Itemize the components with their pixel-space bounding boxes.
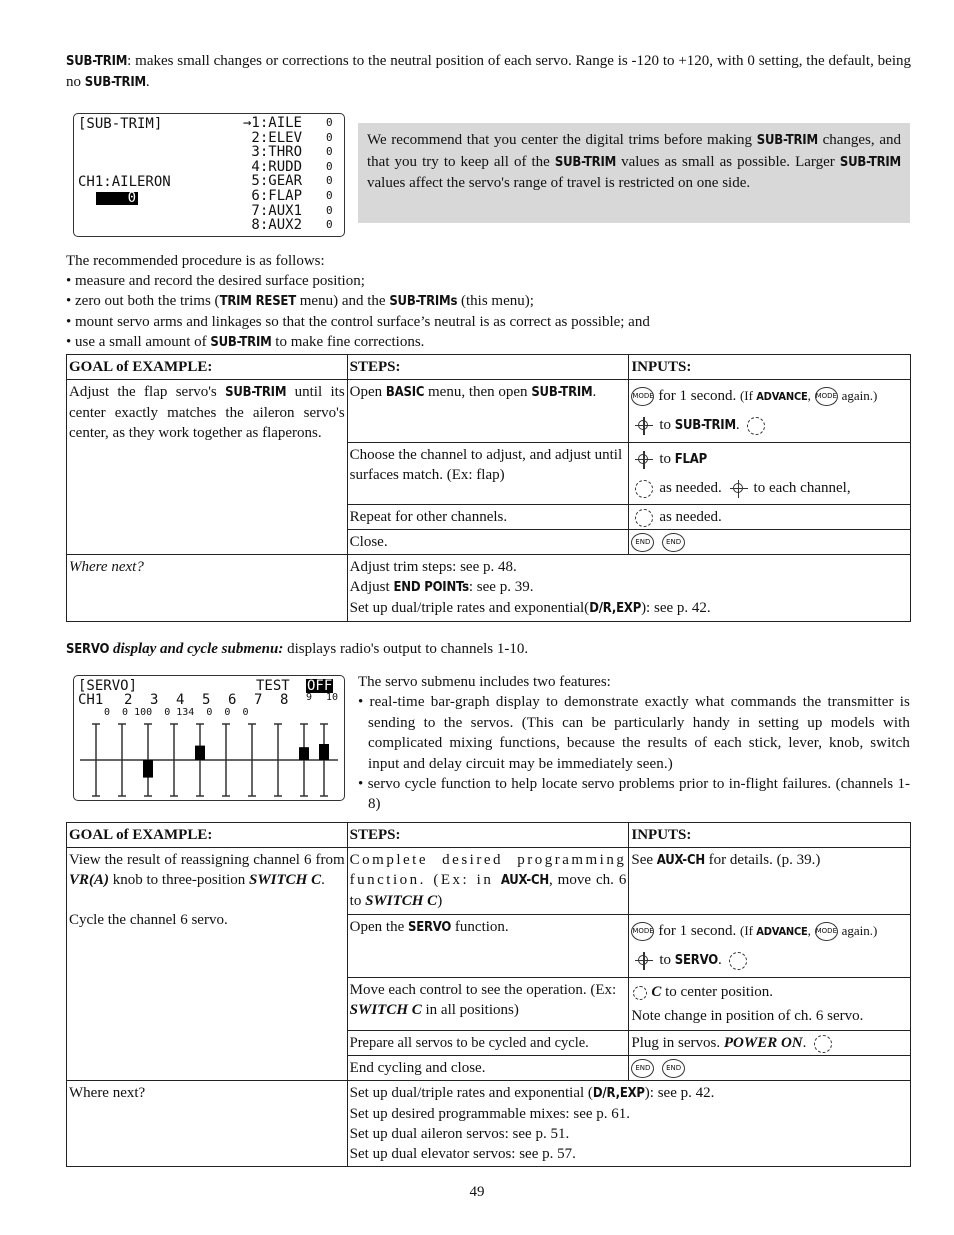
lcd-channel-value: 0 xyxy=(326,159,333,173)
servo-feature: • servo cycle function to help locate servo problems prior to in-flight failures. (channels 1-8) xyxy=(358,776,910,813)
step-open: Open BASIC menu, then open SUB-TRIM. xyxy=(347,380,629,443)
lcd-selected-channel: CH1:AILERON xyxy=(78,174,171,190)
servo-feature-list: The servo submenu includes two features: • real-time bar-graph display to demonstrate exactly what commands the transmitter is sending to the servos. (This can be particularly handy in setting up models with complicated mixing functions, because the results of each stick, lever, knob, switch input and delay circuit may be immediately seen.) • servo cycle function to help locate servo problems prior to in-flight failures. (channels 1-8) xyxy=(358,672,910,815)
dial-icon xyxy=(747,417,765,435)
subtrim-example-table xyxy=(66,354,911,622)
goal-cell: View the result of reassigning channel 6 from VR(A) knob to three-position SWITCH C. Cycle the channel 6 servo. xyxy=(67,848,348,1081)
mode-button-icon: MODE xyxy=(631,387,654,406)
servo-bar xyxy=(299,747,309,760)
step-prepare-cycle: Prepare all servos to be cycled and cycle. xyxy=(347,1031,629,1056)
cursor-pad-icon xyxy=(635,952,653,970)
lcd-channel-number: 3 xyxy=(150,692,159,708)
input-end-cycle xyxy=(629,1056,911,1081)
servo-lcd-screen xyxy=(73,675,345,801)
lcd-value-list xyxy=(326,116,333,233)
goal-cell: Adjust the flap servo's SUB-TRIM until its center exactly matches the aileron servo's center, as they work together as flaperons. xyxy=(67,380,348,555)
lcd-channel-number: 7 xyxy=(254,692,263,708)
servo-intro: SERVO display and cycle submenu: displays radio's output to channels 1-10. xyxy=(66,641,529,657)
lcd-channel-value: 0 xyxy=(326,218,333,232)
lcd-off-value: OFF xyxy=(307,678,333,694)
where-next-links: Set up dual/triple rates and exponential (D/R,EXP): see p. 42. Set up desired programmable mixes: see p. 61. Set up dual aileron servos: see p. 51. Set up dual elevator servos: see p. 57. xyxy=(347,1081,910,1167)
lcd-channel-value: 0 xyxy=(326,116,333,129)
procedure-step: • mount servo arms and linkages so that the control surface’s neutral is as correct as possible; and xyxy=(66,314,650,330)
lcd-channel-item: →1:AILE xyxy=(242,115,302,131)
step-move-control: Move each control to see the operation. (Ex: SWITCH C in all positions) xyxy=(347,978,629,1031)
procedure-step: • use a small amount of SUB-TRIM to make fine corrections. xyxy=(66,334,425,350)
servo-feature: • real-time bar-graph display to demonstrate exactly what commands the transmitter is sending to the servos. (This can be particularly handy in setting up models with complicated mixing functions, because the results of each stick, lever, knob, switch input and delay circuit may be immediately seen.) xyxy=(358,694,910,772)
page-number: 49 xyxy=(469,1184,485,1200)
dial-icon xyxy=(635,509,653,527)
lcd-channel-item: 3:THRO xyxy=(251,144,302,161)
input-move-control: C to center position. Note change in position of ch. 6 servo. xyxy=(629,978,911,1031)
lcd-channel-value: 0 xyxy=(326,174,333,188)
servo-bar xyxy=(143,760,153,778)
dial-icon xyxy=(635,480,653,498)
mode-button-icon: MODE xyxy=(815,922,838,941)
input-repeat: as needed. xyxy=(629,505,911,530)
lcd-values-row: 0 0 100 0 134 0 0 0 xyxy=(104,707,249,718)
header-inputs: INPUTS: xyxy=(629,823,911,848)
header-goal: GOAL of EXAMPLE: xyxy=(67,823,348,848)
end-button-icon: END xyxy=(631,1059,654,1078)
switch-icon xyxy=(633,986,647,1000)
step-program: Complete desired programming function. (Ex: in AUX-CH, move ch. 6 to SWITCH C) xyxy=(347,848,629,915)
procedure-intro: The recommended procedure is as follows: xyxy=(66,253,325,269)
input-open-servo: MODE for 1 second. (If ADVANCE, MODE again.) to SERVO. xyxy=(629,915,911,978)
header-steps: STEPS: xyxy=(347,355,629,380)
lcd-channel-item: 6:FLAP xyxy=(251,187,302,204)
header-inputs: INPUTS: xyxy=(629,355,911,380)
step-end-cycle: End cycling and close. xyxy=(347,1056,629,1081)
lcd-channel-item: 7:AUX1 xyxy=(251,202,302,219)
mode-button-icon: MODE xyxy=(815,387,838,406)
lcd-channel-value: 0 xyxy=(326,130,333,144)
where-next-links: Adjust trim steps: see p. 48. Adjust END POINTs: see p. 39. Set up dual/triple rates and exponential(D/R,EXP): see p. 42. xyxy=(347,555,910,622)
mode-button-icon: MODE xyxy=(631,922,654,941)
lcd-channel-value: 0 xyxy=(326,188,333,202)
where-next-label: Where next? xyxy=(67,555,348,622)
subtrim-lcd-screen xyxy=(73,113,345,237)
end-button-icon: END xyxy=(662,1059,685,1078)
lcd-channel-number: 2 xyxy=(124,692,133,708)
where-next-label: Where next? xyxy=(67,1081,348,1167)
lcd-channel-number: 8 xyxy=(280,692,289,708)
lcd-title: [SUB-TRIM] xyxy=(78,116,163,132)
cursor-pad-icon xyxy=(730,480,748,498)
lcd-channel-item: 2:ELEV xyxy=(251,129,302,146)
input-close xyxy=(629,530,911,555)
lcd-channel-number: 5 xyxy=(202,692,211,708)
servo-bar xyxy=(195,746,205,760)
lcd-selected-value: 0 xyxy=(96,192,138,205)
lcd-channel-item: 8:AUX2 xyxy=(251,217,302,234)
step-open-servo: Open the SERVO function. xyxy=(347,915,629,978)
step-close: Close. xyxy=(347,530,629,555)
header-goal: GOAL of EXAMPLE: xyxy=(67,355,348,380)
recommendation-note: We recommend that you center the digital trims before making SUB-TRIM changes, and that you try to keep all of the SUB-TRIM values as small as possible. Larger SUB-TRIM values affect the servo's range of travel is restricted on one side. xyxy=(358,123,910,223)
procedure-step: • measure and record the desired surface position; xyxy=(66,273,365,289)
lcd-channel-value: 0 xyxy=(326,203,333,217)
input-choose-channel: to FLAP as needed. to each channel, xyxy=(629,443,911,505)
lcd-channel-list xyxy=(224,116,302,233)
lcd-channel-number: 9 xyxy=(306,692,313,703)
input-program: See AUX-CH for details. (p. 39.) xyxy=(629,848,911,915)
lcd-channel-item: 4:RUDD xyxy=(251,158,302,175)
servo-example-table xyxy=(66,822,911,1167)
servo-bar xyxy=(319,744,329,760)
subtrim-keyword: SUB-TRIM xyxy=(66,54,128,69)
lcd-channel-number: 10 xyxy=(326,692,339,703)
lcd-title: [SERVO] xyxy=(78,678,138,694)
lcd-test-label: TEST xyxy=(256,678,290,694)
dial-icon xyxy=(729,952,747,970)
end-button-icon: END xyxy=(631,533,654,552)
lcd-channel-item: 5:GEAR xyxy=(251,173,302,190)
step-repeat: Repeat for other channels. xyxy=(347,505,629,530)
cursor-pad-icon xyxy=(635,451,653,469)
input-open: MODE for 1 second. (If ADVANCE, MODE again.) to SUB-TRIM. xyxy=(629,380,911,443)
header-steps: STEPS: xyxy=(347,823,629,848)
step-choose-channel: Choose the channel to adjust, and adjust until surfaces match. (Ex: flap) xyxy=(347,443,629,505)
end-button-icon: END xyxy=(662,533,685,552)
dial-icon xyxy=(814,1035,832,1053)
lcd-channel-value: 0 xyxy=(326,145,333,159)
lcd-channel-number: 6 xyxy=(228,692,237,708)
lcd-channel-numbers xyxy=(74,692,344,708)
servo-bar-graph xyxy=(74,716,344,798)
procedure-step: • zero out both the trims (TRIM RESET menu) and the SUB-TRIMs (this menu); xyxy=(66,293,534,309)
cursor-pad-icon xyxy=(635,417,653,435)
input-prepare-cycle: Plug in servos. POWER ON. xyxy=(629,1031,911,1056)
lcd-channel-label: CH1 xyxy=(78,692,104,708)
lcd-channel-number: 4 xyxy=(176,692,185,708)
subtrim-intro: SUB-TRIM: makes small changes or corrections to the neutral position of each servo. Range is -120 to +120, with 0 setting, the default, being no SUB-TRIM. xyxy=(66,53,911,90)
procedure-list xyxy=(66,251,911,353)
